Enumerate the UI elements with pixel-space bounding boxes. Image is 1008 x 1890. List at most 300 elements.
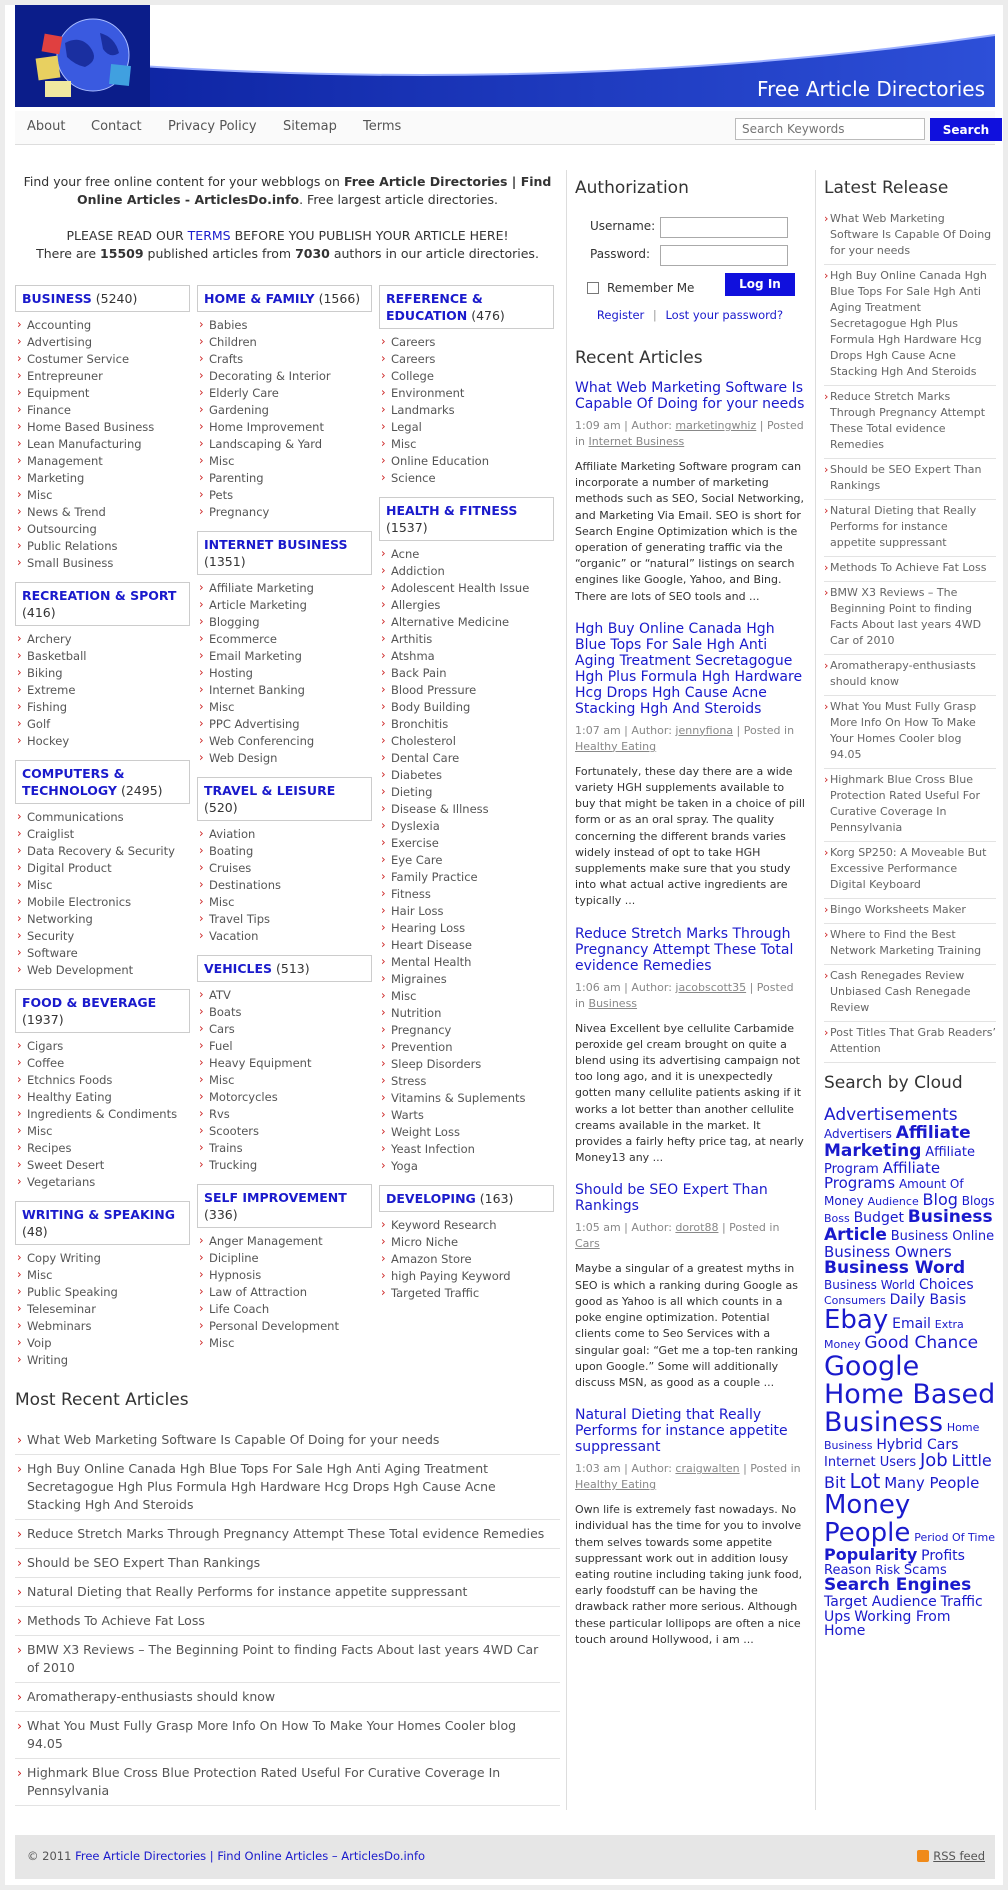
- subcategory-link[interactable]: › Dyslexia: [379, 818, 554, 835]
- footer-site-link[interactable]: Free Article Directories | Find Online Articles – ArticlesDo.info: [75, 1849, 426, 1863]
- cloud-tag[interactable]: Email: [892, 1316, 931, 1333]
- footer: [15, 1835, 995, 1879]
- most-recent-item[interactable]: › Aromatherapy-enthusiasts should know: [15, 1683, 560, 1712]
- subcategory-link[interactable]: › Cholesterol: [379, 733, 554, 750]
- subcategory-link[interactable]: › Travel Tips: [197, 911, 372, 928]
- subcategory-link[interactable]: › Life Coach: [197, 1301, 372, 1318]
- post-title-link[interactable]: Hgh Buy Online Canada Hgh Blue Tops For Sale Hgh Anti Aging Treatment Secretagogue Hgh Plus Formula Hgh Hardware Hcg Drops Hgh Cause Acne Stacking Hgh And Steroids: [575, 620, 803, 717]
- subcategory-link[interactable]: › Hosting: [197, 665, 372, 682]
- category-name[interactable]: SELF IMPROVEMENT: [204, 1190, 347, 1205]
- latest-release-item[interactable]: › Cash Renegades Review Unbiased Cash Renegade Review: [824, 965, 996, 1022]
- subcategory-link[interactable]: › Marketing: [15, 470, 190, 487]
- subcategory-link[interactable]: › Costumer Service: [15, 351, 190, 368]
- cloud-tag[interactable]: Advertisers: [824, 1126, 892, 1141]
- subcategory-link[interactable]: › Micro Niche: [379, 1234, 554, 1251]
- subcategory-link[interactable]: › Management: [15, 453, 190, 470]
- subcategory-link[interactable]: › Fishing: [15, 699, 190, 716]
- subcategory-link[interactable]: › Migraines: [379, 971, 554, 988]
- latest-release-item[interactable]: › Bingo Worksheets Maker: [824, 899, 996, 924]
- subcategory-link[interactable]: › Misc: [15, 487, 190, 504]
- intro-line3-end: authors in our article directories.: [329, 246, 539, 261]
- latest-release-item[interactable]: › Hgh Buy Online Canada Hgh Blue Tops For Sale Hgh Anti Aging Treatment Secretagogue Hgh Plus Formula Hgh Hardware Hcg Drops Hgh Cause Acne Stacking Hgh And Steroids: [824, 265, 996, 386]
- subcategory-link[interactable]: › Alternative Medicine: [379, 614, 554, 631]
- subcategory-link[interactable]: › Affiliate Marketing: [197, 580, 372, 597]
- subcategory-link[interactable]: › Dental Care: [379, 750, 554, 767]
- category-name[interactable]: TRAVEL & LEISURE: [204, 783, 336, 798]
- category-heading: [15, 760, 190, 804]
- most-recent-item[interactable]: › Natural Dieting that Really Performs for instance appetite suppressant: [15, 1578, 560, 1607]
- subcategory-link[interactable]: › Parenting: [197, 470, 372, 487]
- post-posted-in: | Posted in: [733, 723, 795, 737]
- password-field[interactable]: [660, 245, 788, 266]
- subcategory-link[interactable]: › Web Design: [197, 750, 372, 767]
- cloud-tag[interactable]: Lot: [849, 1469, 881, 1494]
- cloud-tag[interactable]: Risk: [875, 1562, 901, 1577]
- cloud-tag[interactable]: Target Audience: [824, 1594, 937, 1611]
- subcategory-link[interactable]: › Vegetarians: [15, 1174, 190, 1191]
- cloud-tag[interactable]: Extra Money: [824, 1318, 964, 1351]
- subcategory-link[interactable]: › Careers: [379, 334, 554, 351]
- subcategory-link[interactable]: › Misc: [197, 1072, 372, 1089]
- subcategory-link[interactable]: › Article Marketing: [197, 597, 372, 614]
- post-author-link[interactable]: craigwalten: [675, 1462, 740, 1476]
- latest-release-item[interactable]: › Reduce Stretch Marks Through Pregnancy Attempt These Total evidence Remedies: [824, 386, 996, 459]
- intro-text: [15, 173, 560, 263]
- subcategory-link[interactable]: › Blogging: [197, 614, 372, 631]
- subcategory-link[interactable]: › Misc: [197, 1335, 372, 1352]
- cloud-tag[interactable]: Job: [919, 1450, 948, 1472]
- category-group: [197, 285, 372, 521]
- subcategory-link[interactable]: › Personal Development: [197, 1318, 372, 1335]
- subcategory-link[interactable]: › Targeted Traffic: [379, 1285, 554, 1302]
- category-heading: [197, 285, 372, 312]
- subcategory-link[interactable]: › Yeast Infection: [379, 1141, 554, 1158]
- subcategory-link[interactable]: › Data Recovery & Security: [15, 843, 190, 860]
- category-name[interactable]: REFERENCE & EDUCATION: [386, 291, 483, 323]
- post-category-link[interactable]: Healthy Eating: [575, 739, 657, 753]
- subcategory-link[interactable]: › Crafts: [197, 351, 372, 368]
- latest-release-item[interactable]: › Methods To Achieve Fat Loss: [824, 557, 996, 582]
- subcategory-link[interactable]: › Children: [197, 334, 372, 351]
- subcategory-link[interactable]: › Basketball: [15, 648, 190, 665]
- subcategory-link[interactable]: › Disease & Illness: [379, 801, 554, 818]
- subcategory-link[interactable]: › PPC Advertising: [197, 716, 372, 733]
- subcategory-link[interactable]: › Boats: [197, 1004, 372, 1021]
- most-recent-item[interactable]: › BMW X3 Reviews – The Beginning Point to finding Facts About last years 4WD Car of 2010: [15, 1636, 560, 1683]
- cloud-tag[interactable]: Boss: [824, 1211, 850, 1225]
- most-recent-item[interactable]: › What You Must Fully Grasp More Info On How To Make Your Homes Cooler blog 94.05: [15, 1712, 560, 1759]
- subcategory-link[interactable]: › Blood Pressure: [379, 682, 554, 699]
- subcategory-link[interactable]: › Nutrition: [379, 1005, 554, 1022]
- subcategory-link[interactable]: › Misc: [197, 894, 372, 911]
- cloud-tag[interactable]: Working From Home: [824, 1608, 951, 1640]
- recent-articles-title: Recent Articles: [575, 348, 703, 368]
- subcategory-link[interactable]: › Cigars: [15, 1038, 190, 1055]
- nav-contact[interactable]: Contact: [91, 119, 142, 134]
- subcategory-link[interactable]: › Boating: [197, 843, 372, 860]
- post: [575, 1407, 805, 1648]
- subcategory-link[interactable]: › Environment: [379, 385, 554, 402]
- latest-release-item[interactable]: › Highmark Blue Cross Blue Protection Rated Useful For Curative Coverage In Pennsylvania: [824, 769, 996, 842]
- cloud-tag[interactable]: Audience: [867, 1195, 919, 1209]
- subcategory-link[interactable]: › Lean Manufacturing: [15, 436, 190, 453]
- category-name[interactable]: HEALTH & FITNESS: [386, 503, 518, 518]
- cloud-tag[interactable]: Search Engines: [824, 1575, 972, 1596]
- subcategory-link[interactable]: › Finance: [15, 402, 190, 419]
- subcategory-link[interactable]: › Aviation: [197, 826, 372, 843]
- post-meta: [575, 1220, 805, 1252]
- cloud-tag[interactable]: Period Of Time: [914, 1530, 995, 1544]
- subcategory-link[interactable]: › Amazon Store: [379, 1251, 554, 1268]
- category-group: [379, 285, 554, 487]
- subcategory-link[interactable]: › Adolescent Health Issue: [379, 580, 554, 597]
- latest-release-item[interactable]: › Should be SEO Expert Than Rankings: [824, 459, 996, 500]
- subcategory-link[interactable]: › Cruises: [197, 860, 372, 877]
- cloud-tag[interactable]: Blog: [922, 1190, 958, 1210]
- category-name[interactable]: RECREATION & SPORT: [22, 588, 177, 603]
- subcategory-link[interactable]: › Webminars: [15, 1318, 190, 1335]
- subcategory-link[interactable]: › Hockey: [15, 733, 190, 750]
- subcategory-link[interactable]: › Pregnancy: [379, 1022, 554, 1039]
- subcategory-link[interactable]: › Misc: [15, 1123, 190, 1140]
- subcategory-link[interactable]: › Elderly Care: [197, 385, 372, 402]
- register-link[interactable]: Register: [596, 308, 645, 322]
- category-group: [379, 497, 554, 1175]
- subcategory-link[interactable]: › high Paying Keyword: [379, 1268, 554, 1285]
- cloud-tag[interactable]: Profits: [921, 1547, 965, 1564]
- latest-release-item[interactable]: › Natural Dieting that Really Performs for instance appetite suppressant: [824, 500, 996, 557]
- subcategory-link[interactable]: › ATV: [197, 987, 372, 1004]
- subcategory-link[interactable]: › Keyword Research: [379, 1217, 554, 1234]
- cloud-tag[interactable]: Traffic Ups: [824, 1594, 983, 1625]
- subcategory-link[interactable]: › Anger Management: [197, 1233, 372, 1250]
- category-heading: [15, 1201, 190, 1245]
- subcategory-link[interactable]: › Dicipline: [197, 1250, 372, 1267]
- subcategory-link[interactable]: › Copy Writing: [15, 1250, 190, 1267]
- nav-about[interactable]: About: [27, 119, 66, 134]
- subcategory-link[interactable]: › Landmarks: [379, 402, 554, 419]
- latest-release-item[interactable]: › Aromatherapy-enthusiasts should know: [824, 655, 996, 696]
- subcategory-link[interactable]: › Misc: [15, 1267, 190, 1284]
- search-button[interactable]: Search: [930, 118, 1002, 141]
- subcategory-link[interactable]: › Public Speaking: [15, 1284, 190, 1301]
- category-name[interactable]: WRITING & SPEAKING: [22, 1207, 176, 1222]
- subcategory-link[interactable]: › College: [379, 368, 554, 385]
- subcategory-link[interactable]: › Security: [15, 928, 190, 945]
- subcategory-link[interactable]: › Pregnancy: [197, 504, 372, 521]
- cloud-tag[interactable]: Choices: [918, 1277, 974, 1294]
- category-name[interactable]: DEVELOPING: [386, 1191, 476, 1206]
- most-recent-item[interactable]: › Hgh Buy Online Canada Hgh Blue Tops For Sale Hgh Anti Aging Treatment Secretagogue Hgh Plus Formula Hgh Hardware Hcg Drops Hgh Cause Acne Stacking Hgh And Steroids: [15, 1455, 560, 1520]
- post-author-link[interactable]: marketingwhiz: [675, 419, 757, 432]
- subcategory-link[interactable]: › Bronchitis: [379, 716, 554, 733]
- nav-terms[interactable]: Terms: [363, 119, 402, 134]
- subcategory-link[interactable]: › Allergies: [379, 597, 554, 614]
- most-recent-list: [15, 1426, 560, 1806]
- subcategory-link[interactable]: › Coffee: [15, 1055, 190, 1072]
- subcategory-link[interactable]: › Home Improvement: [197, 419, 372, 436]
- subcategory-link[interactable]: › Dieting: [379, 784, 554, 801]
- auth-links: [575, 308, 805, 322]
- most-recent-item[interactable]: › Methods To Achieve Fat Loss: [15, 1607, 560, 1636]
- category-group: [15, 989, 190, 1191]
- category-count: (1537): [386, 520, 428, 535]
- subcategory-link[interactable]: › Hearing Loss: [379, 920, 554, 937]
- subcategory-link[interactable]: › Small Business: [15, 555, 190, 572]
- subcategory-link[interactable]: › Babies: [197, 317, 372, 334]
- cloud-tag[interactable]: Amount Of Money: [824, 1177, 964, 1209]
- post-author-link[interactable]: jacobscott35: [675, 980, 747, 994]
- most-recent-item[interactable]: › What Web Marketing Software Is Capable Of Doing for your needs: [15, 1426, 560, 1455]
- subcategory-link[interactable]: › Misc: [15, 877, 190, 894]
- subcategory-link[interactable]: › Sleep Disorders: [379, 1056, 554, 1073]
- subcategory-link[interactable]: › Acne: [379, 546, 554, 563]
- subcategory-link[interactable]: › Scooters: [197, 1123, 372, 1140]
- post: [575, 1182, 805, 1391]
- site-header: [15, 5, 995, 107]
- latest-release-item[interactable]: › Post Titles That Grab Readers’ Attention: [824, 1022, 996, 1063]
- subcategory-link[interactable]: › Motorcycles: [197, 1089, 372, 1106]
- cloud-tag[interactable]: Home Business: [824, 1421, 980, 1452]
- password-label: Password:: [590, 247, 651, 261]
- subcategory-link[interactable]: › Internet Banking: [197, 682, 372, 699]
- remember-me-checkbox[interactable]: [587, 282, 599, 294]
- subcategory-link[interactable]: › Heavy Equipment: [197, 1055, 372, 1072]
- category-count: (336): [204, 1207, 238, 1222]
- subcategory-link[interactable]: › Golf: [15, 716, 190, 733]
- latest-release-item[interactable]: › What Web Marketing Software Is Capable Of Doing for your needs: [824, 208, 996, 265]
- category-group: [197, 955, 372, 1174]
- subcategory-link[interactable]: › Mental Health: [379, 954, 554, 971]
- subcategory-link[interactable]: › Web Development: [15, 962, 190, 979]
- subcategory-link[interactable]: › Addiction: [379, 563, 554, 580]
- subcategory-link[interactable]: › Weight Loss: [379, 1124, 554, 1141]
- subcategory-link[interactable]: › Recipes: [15, 1140, 190, 1157]
- subcategory-link[interactable]: › Law of Attraction: [197, 1284, 372, 1301]
- cloud-tag[interactable]: Good Chance: [864, 1332, 979, 1353]
- cloud-tag[interactable]: Blogs: [961, 1194, 995, 1209]
- subcategory-link[interactable]: › Atshma: [379, 648, 554, 665]
- category-name[interactable]: BUSINESS: [22, 291, 92, 306]
- post-category-link[interactable]: Cars: [575, 1237, 600, 1251]
- subcategory-link[interactable]: › Pets: [197, 487, 372, 504]
- post-author-link[interactable]: dorot88: [675, 1221, 719, 1235]
- cloud-tag[interactable]: Budget: [853, 1209, 904, 1226]
- lost-password-link[interactable]: Lost your password?: [665, 308, 784, 322]
- subcategory-link[interactable]: › Online Education: [379, 453, 554, 470]
- latest-release-item[interactable]: › BMW X3 Reviews – The Beginning Point to finding Facts About last years 4WD Car of 2010: [824, 582, 996, 655]
- subcategory-link[interactable]: › Networking: [15, 911, 190, 928]
- most-recent-item[interactable]: › Reduce Stretch Marks Through Pregnancy Attempt These Total evidence Remedies: [15, 1520, 560, 1549]
- cloud-tag[interactable]: Scams: [903, 1562, 947, 1578]
- category-heading: [15, 582, 190, 626]
- login-button[interactable]: Log In: [725, 273, 795, 296]
- username-field[interactable]: [660, 217, 788, 238]
- cloud-tag[interactable]: Affiliate Marketing: [824, 1122, 971, 1161]
- subcategory-link[interactable]: › Web Conferencing: [197, 733, 372, 750]
- subcategory-link[interactable]: › Hypnosis: [197, 1267, 372, 1284]
- post-title-link[interactable]: Should be SEO Expert Than Rankings: [575, 1182, 768, 1215]
- subcategory-link[interactable]: › Sweet Desert: [15, 1157, 190, 1174]
- post-title-link[interactable]: Reduce Stretch Marks Through Pregnancy Attempt These Total evidence Remedies: [575, 925, 794, 974]
- subcategory-link[interactable]: › Vitamins & Suplements: [379, 1090, 554, 1107]
- nav-privacy-policy[interactable]: Privacy Policy: [168, 119, 257, 134]
- cloud-tag[interactable]: Google: [824, 1350, 920, 1382]
- subcategory-link[interactable]: › Ingredients & Condiments: [15, 1106, 190, 1123]
- subcategory-link[interactable]: › Landscaping & Yard: [197, 436, 372, 453]
- subcategory-link[interactable]: › Warts: [379, 1107, 554, 1124]
- subcategory-link[interactable]: › Eye Care: [379, 852, 554, 869]
- intro-site-name: Free Article Directories | Find Online Articles - ArticlesDo.info: [77, 174, 552, 207]
- subcategory-link[interactable]: › Ecommerce: [197, 631, 372, 648]
- category-group: [15, 760, 190, 979]
- subcategory-link[interactable]: › Back Pain: [379, 665, 554, 682]
- post-category-link[interactable]: Healthy Eating: [575, 1478, 657, 1492]
- subcategory-list: [197, 826, 372, 945]
- terms-link[interactable]: TERMS: [187, 228, 231, 243]
- subcategory-link[interactable]: › Outsourcing: [15, 521, 190, 538]
- cloud-tag[interactable]: Business World: [824, 1278, 916, 1293]
- subcategory-link[interactable]: › Trucking: [197, 1157, 372, 1174]
- subcategory-link[interactable]: › Exercise: [379, 835, 554, 852]
- subcategory-link[interactable]: › Vacation: [197, 928, 372, 945]
- subcategory-link[interactable]: › Science: [379, 470, 554, 487]
- cloud-tag[interactable]: Business Owners: [824, 1242, 952, 1261]
- category-count: (5240): [91, 291, 138, 306]
- subcategory-link[interactable]: › Digital Product: [15, 860, 190, 877]
- subcategory-link[interactable]: › Communications: [15, 809, 190, 826]
- cloud-tag[interactable]: Reason: [824, 1562, 872, 1578]
- post-author-link[interactable]: jennyfiona: [675, 723, 734, 737]
- search-input[interactable]: [735, 118, 925, 140]
- subcategory-link[interactable]: › Voip: [15, 1335, 190, 1352]
- most-recent-item[interactable]: › Should be SEO Expert Than Rankings: [15, 1549, 560, 1578]
- subcategory-link[interactable]: › Arthitis: [379, 631, 554, 648]
- latest-release-item[interactable]: › Where to Find the Best Network Marketing Training: [824, 924, 996, 965]
- subcategory-link[interactable]: › Misc: [379, 436, 554, 453]
- category-name[interactable]: HOME & FAMILY: [204, 291, 315, 306]
- cloud-tag[interactable]: Popularity: [824, 1544, 918, 1564]
- cloud-tag[interactable]: Internet Users: [824, 1455, 917, 1471]
- subcategory-link[interactable]: › Cars: [197, 1021, 372, 1038]
- subcategory-link[interactable]: › Entrepreuner: [15, 368, 190, 385]
- subcategory-link[interactable]: › Misc: [197, 699, 372, 716]
- cloud-tag[interactable]: Many People: [884, 1474, 980, 1493]
- cloud-tag[interactable]: Ebay: [824, 1305, 889, 1336]
- subcategory-link[interactable]: › Email Marketing: [197, 648, 372, 665]
- subcategory-link[interactable]: › Home Based Business: [15, 419, 190, 436]
- latest-release-item[interactable]: › Korg SP250: A Moveable But Excessive Performance Digital Keyboard: [824, 842, 996, 899]
- cloud-tag[interactable]: Hybrid Cars: [876, 1436, 959, 1453]
- post-title-link[interactable]: Natural Dieting that Really Performs for instance appetite suppressant: [575, 1407, 788, 1456]
- category-column-2: [197, 285, 372, 1362]
- post-meta: [575, 980, 805, 1012]
- post-title-link[interactable]: What Web Marketing Software Is Capable Of Doing for your needs: [575, 380, 805, 412]
- most-recent-title: Most Recent Articles: [15, 1390, 189, 1410]
- cloud-tag[interactable]: Money People: [824, 1490, 911, 1548]
- subcategory-link[interactable]: › Gardening: [197, 402, 372, 419]
- cloud-tag[interactable]: Affiliate Program: [824, 1144, 975, 1177]
- subcategory-link[interactable]: › News & Trend: [15, 504, 190, 521]
- subcategory-link[interactable]: › Healthy Eating: [15, 1089, 190, 1106]
- subcategory-link[interactable]: › Heart Disease: [379, 937, 554, 954]
- subcategory-link[interactable]: › Trains: [197, 1140, 372, 1157]
- subcategory-link[interactable]: › Public Relations: [15, 538, 190, 555]
- rss-feed-link[interactable]: [917, 1849, 985, 1863]
- subcategory-link[interactable]: › Writing: [15, 1352, 190, 1369]
- post-category-link[interactable]: Business: [588, 996, 638, 1010]
- site-title[interactable]: Free Article Directories: [757, 77, 985, 101]
- subcategory-link[interactable]: › Family Practice: [379, 869, 554, 886]
- subcategory-link[interactable]: › Stress: [379, 1073, 554, 1090]
- subcategory-link[interactable]: › Fuel: [197, 1038, 372, 1055]
- category-heading: [379, 285, 554, 329]
- subcategory-link[interactable]: › Misc: [379, 988, 554, 1005]
- logo-globe-icon[interactable]: [15, 5, 150, 107]
- post-time: 1:07 am | Author:: [575, 723, 676, 737]
- intro-line3-mid: published articles from: [143, 246, 296, 261]
- subcategory-link[interactable]: › Misc: [197, 453, 372, 470]
- subcategory-list: [379, 546, 554, 1175]
- post-time: 1:03 am | Author:: [575, 1462, 676, 1476]
- cloud-tag[interactable]: Home Based Business: [824, 1378, 996, 1439]
- category-name[interactable]: COMPUTERS & TECHNOLOGY: [22, 766, 125, 798]
- subcategory-link[interactable]: › Decorating & Interior: [197, 368, 372, 385]
- cloud-tag[interactable]: Business Word: [824, 1258, 966, 1279]
- subcategory-link[interactable]: › Craiglist: [15, 826, 190, 843]
- cloud-tag[interactable]: Consumers: [824, 1293, 886, 1307]
- cloud-tag[interactable]: Business Article: [824, 1206, 993, 1245]
- rss-label: RSS feed: [933, 1849, 985, 1863]
- category-name[interactable]: FOOD & BEVERAGE: [22, 995, 157, 1010]
- subcategory-link[interactable]: › Rvs: [197, 1106, 372, 1123]
- subcategory-link[interactable]: › Diabetes: [379, 767, 554, 784]
- category-count: (163): [475, 1191, 514, 1206]
- subcategory-link[interactable]: › Advertising: [15, 334, 190, 351]
- subcategory-link[interactable]: › Prevention: [379, 1039, 554, 1056]
- category-heading: [197, 955, 372, 982]
- latest-release-item[interactable]: › What You Must Fully Grasp More Info On How To Make Your Homes Cooler blog 94.05: [824, 696, 996, 769]
- cloud-tag[interactable]: Little Bit: [824, 1451, 992, 1493]
- category-name[interactable]: INTERNET BUSINESS: [204, 537, 348, 552]
- cloud-tag[interactable]: Advertisements: [824, 1105, 958, 1125]
- post-category-link[interactable]: Internet Business: [588, 435, 685, 448]
- subcategory-link[interactable]: › Yoga: [379, 1158, 554, 1175]
- category-name[interactable]: VEHICLES: [204, 961, 273, 976]
- subcategory-link[interactable]: › Teleseminar: [15, 1301, 190, 1318]
- subcategory-link[interactable]: › Biking: [15, 665, 190, 682]
- subcategory-link[interactable]: › Accounting: [15, 317, 190, 334]
- subcategory-link[interactable]: › Mobile Electronics: [15, 894, 190, 911]
- subcategory-link[interactable]: › Etchnics Foods: [15, 1072, 190, 1089]
- nav-sitemap[interactable]: Sitemap: [283, 119, 337, 134]
- cloud-tag[interactable]: Daily Basis: [889, 1291, 967, 1308]
- cloud-tag[interactable]: Business Online: [890, 1228, 995, 1244]
- subcategory-link[interactable]: › Archery: [15, 631, 190, 648]
- subcategory-link[interactable]: › Extreme: [15, 682, 190, 699]
- subcategory-link[interactable]: › Software: [15, 945, 190, 962]
- subcategory-link[interactable]: › Equipment: [15, 385, 190, 402]
- subcategory-link[interactable]: › Hair Loss: [379, 903, 554, 920]
- subcategory-link[interactable]: › Legal: [379, 419, 554, 436]
- subcategory-link[interactable]: › Body Building: [379, 699, 554, 716]
- subcategory-link[interactable]: › Fitness: [379, 886, 554, 903]
- subcategory-link[interactable]: › Destinations: [197, 877, 372, 894]
- cloud-tag[interactable]: Affiliate Programs: [824, 1158, 941, 1193]
- most-recent-item[interactable]: › Highmark Blue Cross Blue Protection Rated Useful For Curative Coverage In Pennsylvania: [15, 1759, 560, 1806]
- subcategory-link[interactable]: › Careers: [379, 351, 554, 368]
- intro-line3: There are: [36, 246, 101, 261]
